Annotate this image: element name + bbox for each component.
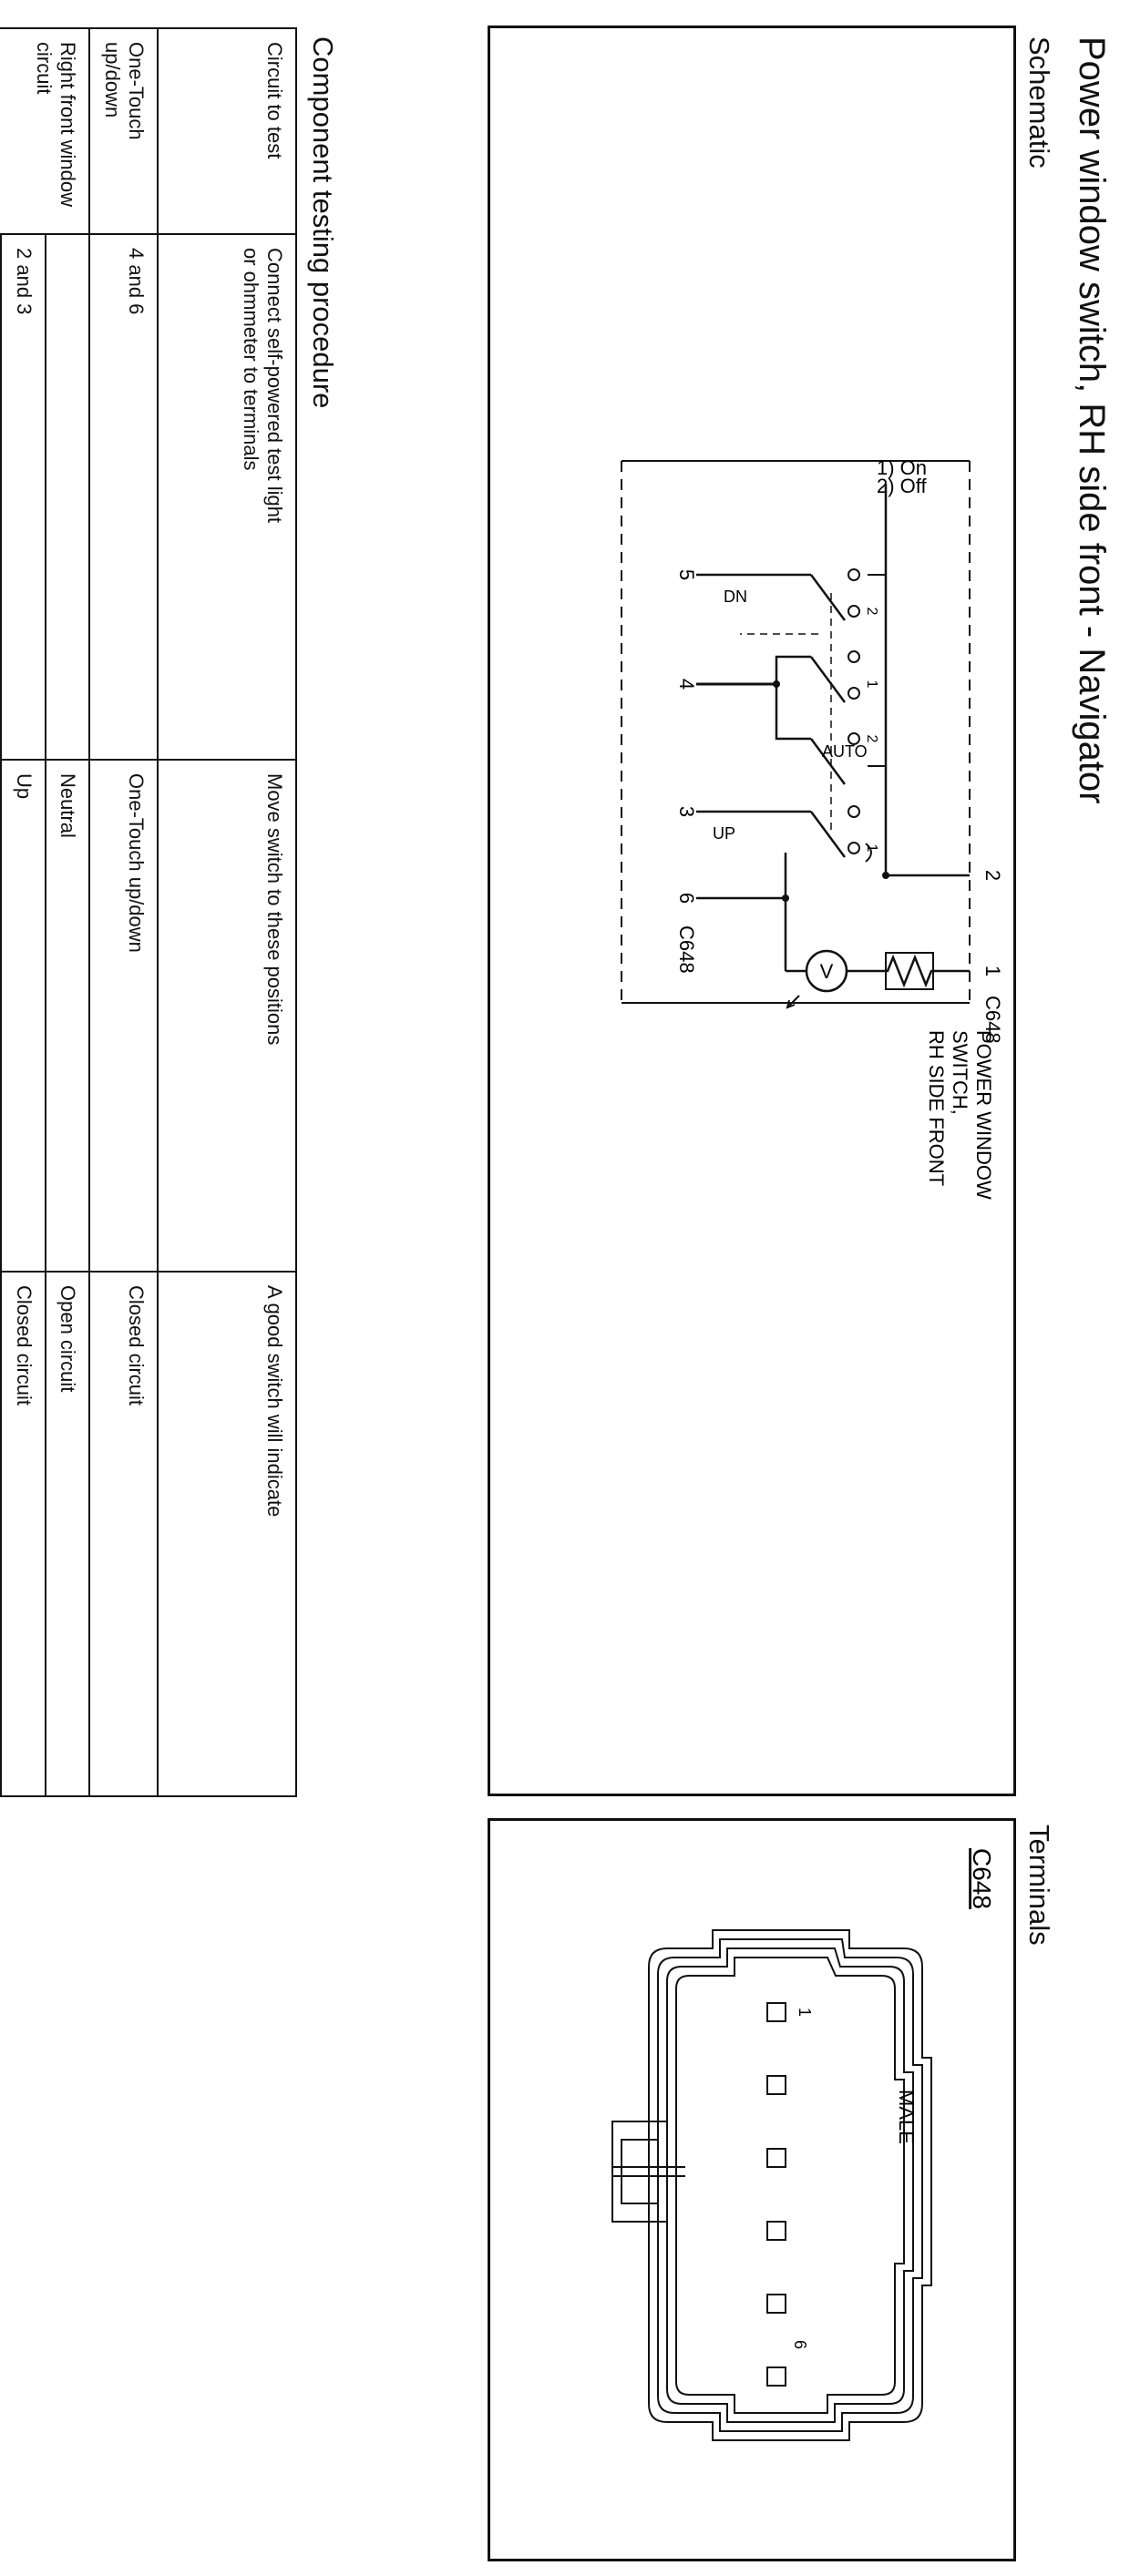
schematic-panel — [488, 26, 1016, 1796]
row-1-terminals: 4 and 6 — [89, 234, 158, 760]
row-1-result: Closed circuit — [89, 1272, 158, 1796]
row-1-circuit: One-Touch up/down — [89, 28, 158, 234]
legend-line-2: 2) Off — [877, 475, 927, 497]
page-title: Power window switch, RH side front - Navigator — [1072, 36, 1112, 804]
connector-label-bottom: C648 — [675, 925, 698, 974]
connector-housing — [612, 1930, 931, 2440]
connector-face-view — [490, 1821, 1013, 2559]
switch-position-2b: 2 — [864, 734, 879, 743]
schematic-label: Schematic — [1023, 36, 1055, 169]
row-4-terminals — [0, 234, 1, 760]
header-positions: Move switch to these positions — [158, 760, 296, 1272]
connector-label-top: C648 — [981, 996, 1004, 1044]
pin-6-marker: 6 — [791, 2339, 809, 2350]
table-row — [46, 28, 89, 1796]
row-2-terminals — [46, 234, 89, 760]
table-row — [1, 28, 45, 1796]
pin-4-label: 4 — [675, 678, 698, 690]
connector-gender: MALE — [895, 2090, 918, 2144]
row-4-result — [0, 1272, 1, 1796]
row-4-position — [0, 760, 1, 1272]
pin-2-label: 2 — [981, 869, 1004, 882]
lamp-letter: V — [819, 960, 834, 983]
procedure-table — [0, 27, 297, 1797]
component-name-line-2: SWITCH, — [949, 1030, 971, 1115]
terminals-label: Terminals — [1023, 1825, 1055, 1946]
header-terminals — [158, 234, 296, 760]
row-3-terminals: 2 and 3 — [1, 234, 45, 760]
row-2-circuit: Right front window circuit — [0, 28, 89, 234]
header-terminals-line-1: Connect self-powered test light — [263, 248, 286, 524]
switch-position-2a: 2 — [864, 607, 879, 616]
row-3-position: Up — [1, 760, 45, 1272]
up-label: UP — [713, 824, 736, 843]
table-row — [0, 28, 1, 1796]
terminals-panel — [488, 1818, 1016, 2561]
dn-label: DN — [724, 588, 747, 606]
legend-line-1: 1) On — [877, 456, 928, 479]
pin-6-label: 6 — [675, 892, 698, 905]
pin-1-label: 1 — [981, 965, 1004, 977]
pin-1-marker: 1 — [796, 2007, 814, 2018]
row-2-position: Neutral — [46, 760, 89, 1272]
table-header-row — [158, 28, 296, 1796]
procedure-label: Component testing procedure — [307, 36, 339, 409]
header-circuit: Circuit to test — [158, 28, 296, 234]
component-name-line-1: POWER WINDOW — [972, 1030, 995, 1200]
component-name-line-3: RH SIDE FRONT — [925, 1030, 948, 1187]
header-terminals-line-2: or ohmmeter to terminals — [239, 248, 262, 471]
connector-name: C648 — [968, 1848, 996, 1909]
row-2-result: Open circuit — [46, 1272, 89, 1796]
auto-label: AUTO — [822, 742, 868, 761]
pin-3-label: 3 — [675, 805, 698, 818]
switch-position-1a: 1 — [864, 680, 879, 689]
row-1-position: One-Touch up/down — [89, 760, 158, 1272]
switch-position-1b: 1 — [864, 843, 879, 853]
table-row — [89, 28, 158, 1796]
pin-cavities — [767, 2003, 786, 2386]
pin-5-label: 5 — [675, 568, 698, 581]
header-result: A good switch will indicate — [158, 1272, 296, 1796]
row-3-result: Closed circuit — [1, 1272, 45, 1796]
wiring-diagram — [490, 28, 1013, 1794]
